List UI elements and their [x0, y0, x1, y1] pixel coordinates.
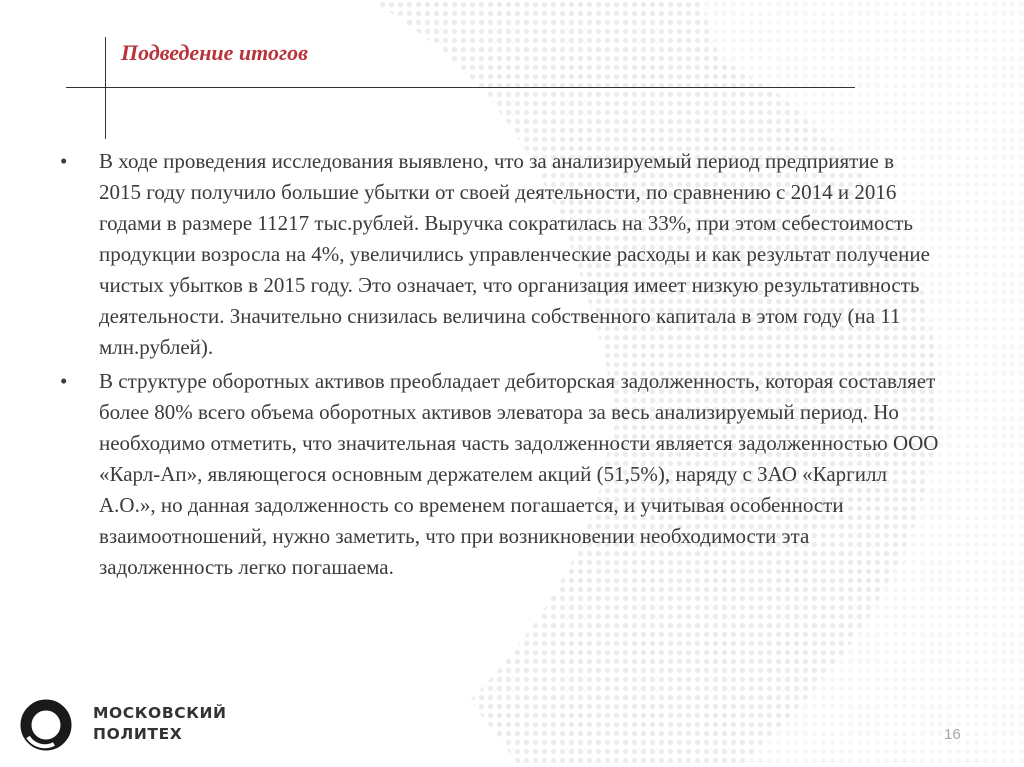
title-horizontal-rule	[66, 87, 855, 88]
bullet-marker: •	[60, 149, 68, 173]
bullet-item	[60, 366, 940, 583]
logo-wordmark	[93, 703, 227, 745]
title-vertical-rule	[105, 37, 106, 139]
logo-line1: МОСКОВСКИЙ	[93, 704, 227, 722]
bullet-text: В ходе проведения исследования выявлено, что за анализируемый период предприятие в 2015 году получило большие убытки от своей деятельности, по сравнению с 2014 и 2016 годами в размере 11217 тыс.рублей. Выручка сократилась на 33%, при этом себестоимость продукции возросла на 4%, увеличились управленческие расходы и как результат получение чистых убытков в 2015 году. Это означает, что организация имеет низкую результативность деятельности. Значительно снизилась величина собственного капитала в этом году (на 11 млн.рублей).	[99, 149, 930, 359]
bullet-list	[60, 146, 940, 586]
slide-title: Подведение итогов	[121, 40, 308, 65]
logo-line2: ПОЛИТЕХ	[93, 725, 183, 743]
bullet-text: В структуре оборотных активов преобладает дебиторская задолженность, которая составляет более 80% всего объема оборотных активов элеватора за весь анализируемый период. Но необходимо отметить, что значительная часть задолженности является задолженностью ООО «Карл-Ап», являющегося основным держателем акций (51,5%), наряду с ЗАО «Каргилл А.О.», но данная задолженность со временем погашается, и учитывая особенности взаимоотношений, нужно заметить, что при возникновении необходимости эта задолженность легко погашаема.	[99, 369, 939, 579]
bullet-item	[60, 146, 940, 363]
politech-ring-logo-icon	[18, 697, 74, 753]
page-number: 16	[944, 726, 961, 743]
bullet-marker: •	[60, 369, 68, 393]
